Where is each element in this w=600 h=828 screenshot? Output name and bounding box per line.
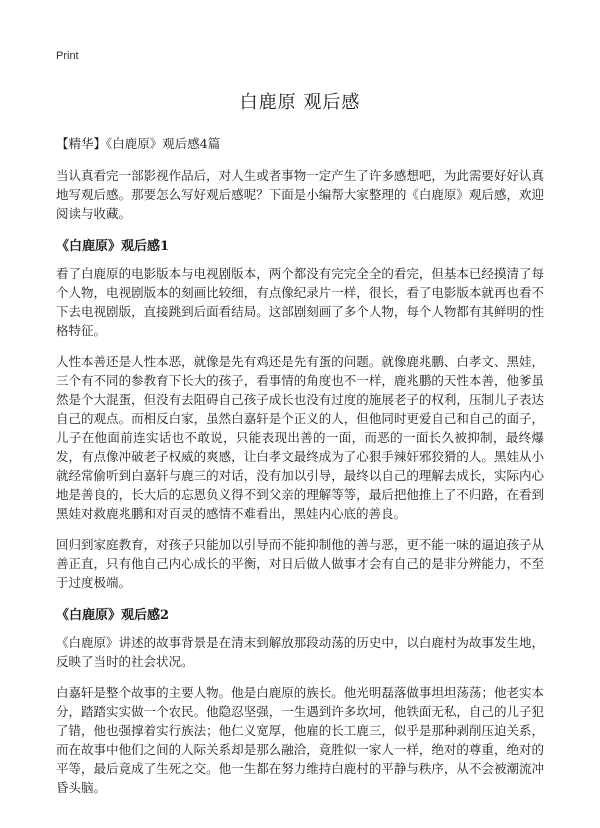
- section-heading-2: 《白鹿原》观后感2: [56, 608, 170, 623]
- article-subtitle: 【精华】《白鹿原》观后感4篇: [56, 136, 221, 151]
- section-heading-1: 《白鹿原》观后感1: [56, 239, 170, 254]
- intro-paragraph: 当认真看完一部影视作品后，对人生或者事物一定产生了许多感想吧，为此需要好好认真地写观后感。那要怎么写好观后感呢？下面是小编帮大家整理的《白鹿原》观后感，欢迎阅读与收藏。: [56, 168, 544, 221]
- section-2-paragraph: 白嘉轩是整个故事的主要人物。他是白鹿原的族长。他光明磊落做事坦坦荡荡；他老实本分，踏踏实实做一个农民。他隐忍坚强，一生遇到许多坎坷，他铁面无私，自己的儿子犯了错，他也强撑着实行族法；他仁义宽厚，他雇的长工鹿三，似乎是那种剥削压迫关系，而在故事中他们之间的人际关系却是那么融洽，竟胜似一家人一样，绝对的尊重，绝对的平等，最后竟成了生死之交。他一生都在努力维持白鹿村的平静与秩序，从不会被潮流冲昏头脑。: [56, 685, 544, 795]
- section-1-paragraph: 看了白鹿原的电影版本与电视剧版本，两个都没有完完全全的看完，但基本已经摸清了每个人物，电视剧版本的刻画比较细，有点像纪录片一样，很长，看了电影版本就再也看不下去电视剧版，直接跳到后面看结局。这部剧刻画了多个人物，每个人物都有其鲜明的性格特征。: [56, 266, 544, 338]
- section-2-paragraph: 《白鹿原》讲述的故事背景是在清末到解放那段动荡的历史中，以白鹿村为故事发生地，反映了当时的社会状况。: [56, 635, 544, 669]
- print-link[interactable]: Print: [56, 50, 79, 62]
- page-title: 白鹿原 观后感: [239, 92, 361, 113]
- section-1-paragraph: 回归到家庭教育，对孩子只能加以引导而不能抑制他的善与恶，更不能一味的逼迫孩子从善正直，只有他自己内心成长的平衡，对日后做人做事才会有自己的是非分辨能力，不至于过度极端。: [56, 537, 544, 590]
- section-1-paragraph: 人性本善还是人性本恶，就像是先有鸡还是先有蛋的问题。就像鹿兆鹏、白孝文、黑娃，三个有不同的参教育下长大的孩子，看事情的角度也不一样，鹿兆鹏的天性本善，他爹虽然是个大混蛋，但没有去阻碍自己孩子成长也没有过度的施展老子的权利，压制儿子表达自己的观点。而相反白家，虽然白嘉轩是个正义的人，但他同时更爱自己和自己的面子，儿子在他面前连实话也不敢说，只能表现出善的一面，而恶的一面长久被抑制，最终爆发，有点像冲破老子权威的爽感，让白孝文最终成为了心狠手辣奸邪狡猾的人。黑娃从小就经常偷听到白嘉轩与鹿三的对话，没有加以引导，最终以自己的理解去成长，实际内心地是善良的，长大后的忘恩负义得不到父亲的理解等等，最后把他推上了不归路，在看到黑娃对救鹿兆鹏和对百灵的感情不难看出，黑娃内心底的善良。: [56, 354, 544, 521]
